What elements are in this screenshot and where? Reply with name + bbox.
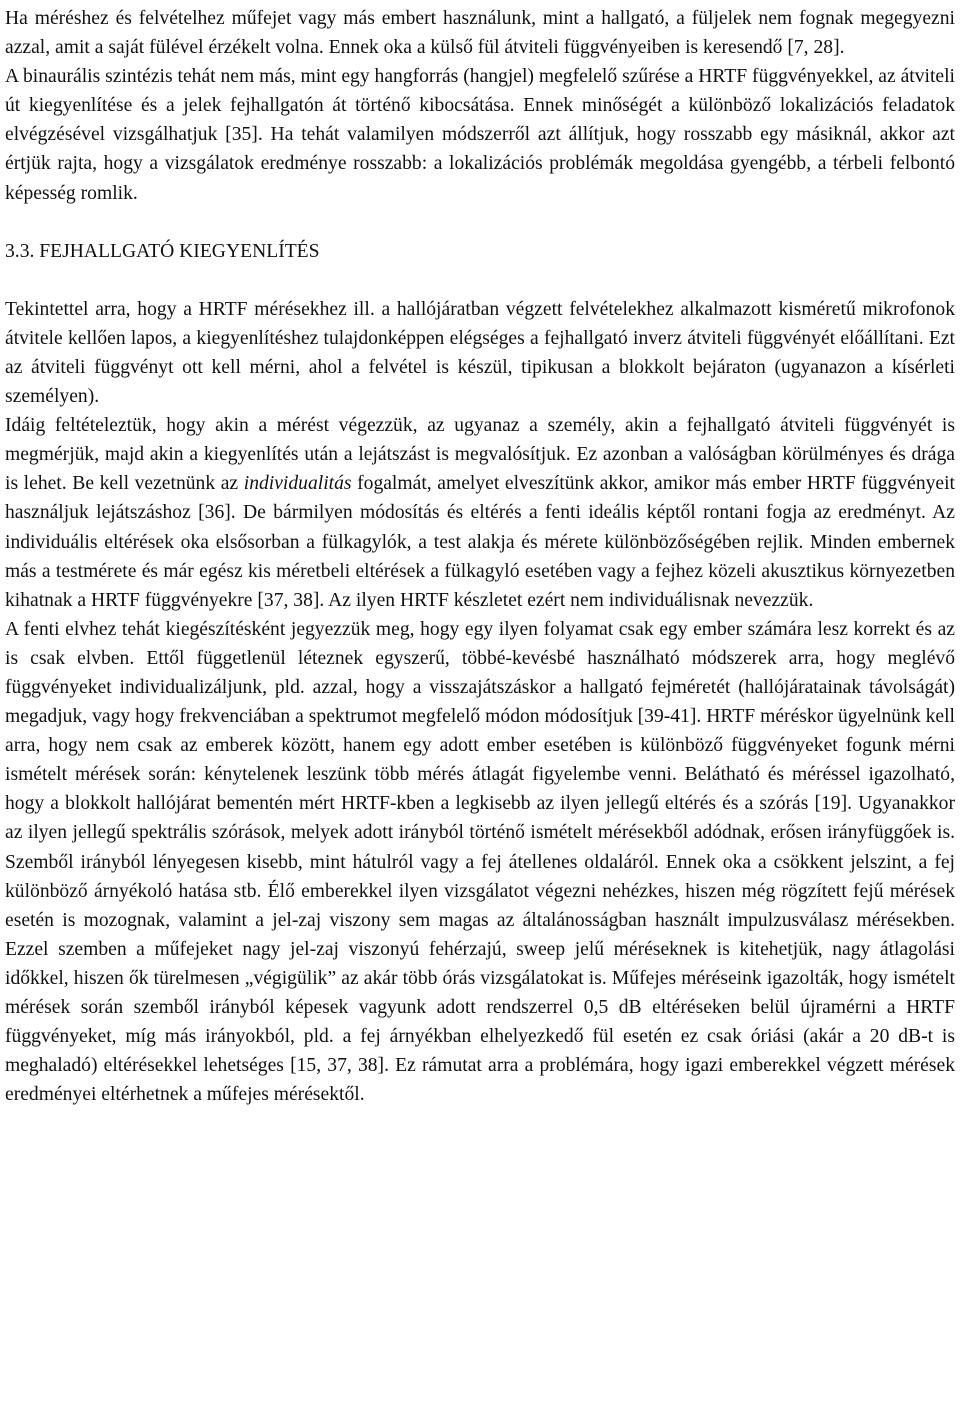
intro-paragraph-2: A binaurális szintézis tehát nem más, mint egy hangforrás (hangjel) megfelelő szűrése a HRTF függvényekkel, az átviteli út kiegyenlítése és a jelek fejhallgatón át történő kibocsátása. Ennek minőségét a különböző lokalizációs feladatok elvégzésével vizsgálhatjuk [35]. Ha tehát valamilyen módszerről azt állítjuk, hogy rosszabb egy másiknál, akkor azt értjük rajta, hogy a vizsgálatok eredménye rosszabb: a lokalizációs problémák megoldása gyengébb, a térbeli felbontó képesség romlik. <box>5 66 955 204</box>
body-paragraph-1: Tekintettel arra, hogy a HRTF mérésekhez ill. a hallójáratban végzett felvételekhez alkalmazott kisméretű mikrofonok átvitele kellően lapos, a kiegyenlítéshez tulajdonképpen elégséges a fejhallgató inverz átviteli függvényét előállítani. Ezt az átviteli függvényt ott kell mérni, ahol a felvétel is készül, tipikusan a blokkolt bejáraton (ugyanazon a kísérleti személyen). <box>5 298 955 408</box>
body-paragraph-2-text-b: fogalmát, amelyet elveszítünk akkor, amikor más ember HRTF függvényeit használjuk lejátszáshoz [36]. De bármilyen módosítás és eltérés a fenti ideális képtől rontani fogja az eredményt. Az individuális eltérések oka elsősorban a fülkagylók, a test alakja és mérete különbözőségében rejlik. Minden embernek más a testmérete és már egész kis méretbeli eltérések a fülkagyló esetében vagy a fejhez közeli akusztikus környezetben kihatnak a HRTF függvényekre [37, 38]. Az ilyen HRTF készletet ezért nem individuálisnak nevezzük. <box>5 473 955 611</box>
body-paragraph-2-text-a: Idáig feltételeztük, hogy akin a mérést végezzük, az ugyanaz a személy, akin a fejhallgató átviteli függvényét is megmérjük, majd akin a kiegyenlítés után a lejátszást is megvalósítjuk. Ez azonban a valóságban körülményes és drága is lehet. Be kell vezetnünk az <box>5 415 955 495</box>
intro-paragraph-1: Ha méréshez és felvételhez műfejet vagy más embert használunk, mint a hallgató, a füljelek nem fognak megegyezni azzal, amit a saját fülével érzékelt volna. Ennek oka a külső fül átviteli függvényeiben is keresendő [7, 28]. <box>5 8 955 59</box>
spacer <box>5 266 955 295</box>
body-paragraph-2 <box>5 411 955 615</box>
spacer <box>5 208 955 237</box>
italic-term: individualitás <box>243 473 352 495</box>
section-heading: 3.3. FEJHALLGATÓ KIEGYENLÍTÉS <box>5 240 320 262</box>
document-page <box>5 4 955 1109</box>
body-paragraph-3: A fenti elvhez tehát kiegészítésként jegyezzük meg, hogy egy ilyen folyamat csak egy ember számára lesz korrekt és az is csak elvben. Ettől függetlenül léteznek egyszerű, többé-kevésbé használható módszerek arra, hogy meglévő függvényeket individualizáljunk, pld. azzal, hogy a visszajátszáskor a hallgató fejméretét (hallójáratainak távolságát) megadjuk, vagy hogy frekvenciában a spektrumot megfelelő módon módosítjuk [39-41]. HRTF méréskor ügyelnünk kell arra, hogy nem csak az emberek között, hanem egy adott ember esetében is különböző függvényeket fogunk mérni ismételt mérések során: kénytelenek leszünk több mérés átlagát figyelembe venni. Belátható és méréssel igazolható, hogy a blokkolt hallójárat bementén mért HRTF-kben a legkisebb az ilyen jellegű eltérés és a szórás [19]. Ugyanakkor az ilyen jellegű spektrális szórások, melyek adott irányból történő ismételt mérésekből adódnak, erősen irányfüggőek is. Szemből irányból lényegesen kisebb, mint hátulról vagy a fej átellenes oldaláról. Ennek oka a csökkent jelszint, a fej különböző árnyékoló hatása stb. Élő emberekkel ilyen vizsgálatot végezni nehézkes, hiszen még rögzített fejű mérések esetén is mozognak, valamint a jel-zaj viszony sem magas az általánosságban használt impulzusválasz mérésekben. Ezzel szemben a műfejeket nagy jel-zaj viszonyú fehérzajú, sweep jelű méréseknek is kitehetjük, nagy átlagolási időkkel, hiszen ők türelmesen „végigülik” az akár több órás vizsgálatokat is. Műfejes méréseink igazolták, hogy ismételt mérések során szemből irányból képesek vagyunk adott rendszerrel 0,5 dB eltéréseken belül újramérni a HRTF függvényeket, míg más irányokból, pld. a fej árnyékban elhelyezkedő fül esetén ez csak óriási (akár a 20 dB-t is meghaladó) eltérésekkel lehetséges [15, 37, 38]. Ez rámutat arra a problémára, hogy igazi emberekkel végzett mérések eredményei eltérhetnek a műfejes mérésektől. <box>5 618 955 1106</box>
